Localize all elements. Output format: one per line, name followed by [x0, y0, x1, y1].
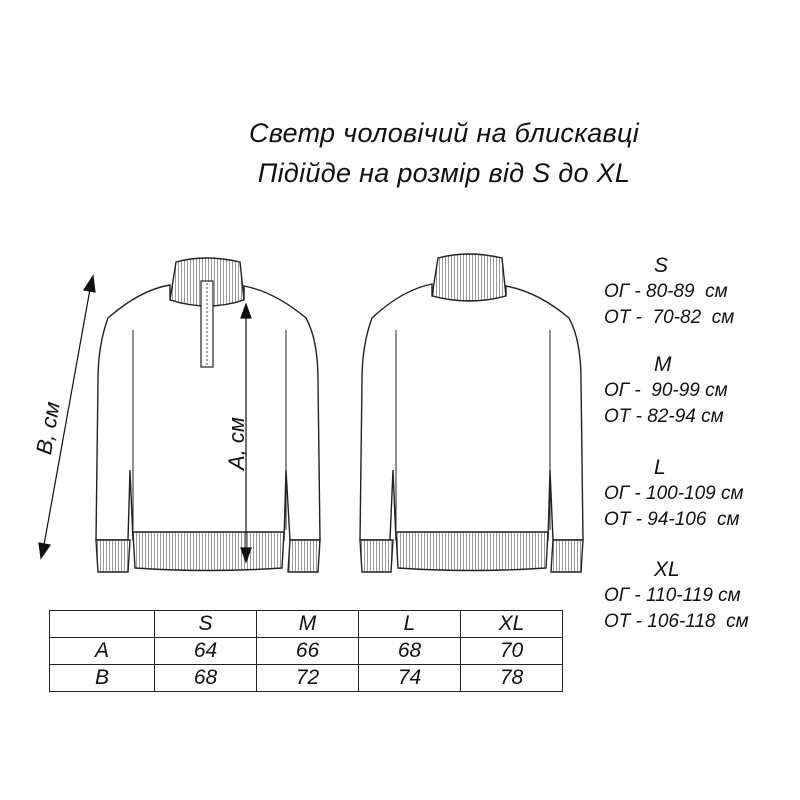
back-collar [432, 254, 506, 301]
table-cell: 68 [359, 638, 461, 665]
back-waistband [396, 532, 548, 571]
waist-range: ОТ - 82-94 см [604, 406, 724, 427]
chest-range: ОГ - 100-109 см [604, 483, 744, 504]
table-cell: 66 [257, 638, 359, 665]
front-view [96, 258, 320, 572]
front-cuff-left [96, 540, 130, 572]
table-row [50, 638, 563, 665]
size-name: M [654, 353, 672, 376]
front-waistband [133, 532, 284, 571]
size-block-s [604, 253, 734, 331]
table-header-cell: S [155, 611, 257, 638]
table-row-label: В [50, 665, 155, 692]
waist-range: ОТ - 106-118 см [604, 611, 749, 632]
front-cuff-right [288, 540, 320, 572]
dimension-a-label: А, см [224, 417, 249, 470]
table-header-row [50, 611, 563, 638]
size-block-l [604, 455, 744, 533]
back-view [360, 254, 583, 572]
table-row [50, 665, 563, 692]
waist-range: ОТ - 70-82 см [604, 307, 735, 328]
table-row-label: А [50, 638, 155, 665]
chest-range: ОГ - 80-89 см [604, 281, 728, 302]
table-header-cell [50, 611, 155, 638]
table-header-cell: XL [461, 611, 563, 638]
size-name: XL [654, 558, 680, 581]
back-cuff-right [551, 540, 583, 572]
size-table [49, 610, 563, 692]
table-cell: 74 [359, 665, 461, 692]
waist-range: ОТ - 94-106 см [604, 509, 740, 530]
table-header-cell: M [257, 611, 359, 638]
table-cell: 78 [461, 665, 563, 692]
chest-range: ОГ - 110-119 см [604, 585, 741, 606]
title-line-1: Светр чоловічий на блискавці [248, 118, 640, 148]
size-block-xl [604, 557, 749, 635]
table-cell: 68 [155, 665, 257, 692]
size-block-m [604, 352, 728, 430]
back-cuff-left [360, 540, 393, 572]
size-name: L [654, 456, 666, 479]
chest-range: ОГ - 90-99 см [604, 380, 728, 401]
size-name: S [654, 254, 669, 277]
table-cell: 70 [461, 638, 563, 665]
table-cell: 72 [257, 665, 359, 692]
dimension-b-label: В, см [31, 399, 65, 457]
title-line-2: Підійде на розмір від S до XL [257, 158, 631, 188]
table-cell: 64 [155, 638, 257, 665]
table-header-cell: L [359, 611, 461, 638]
